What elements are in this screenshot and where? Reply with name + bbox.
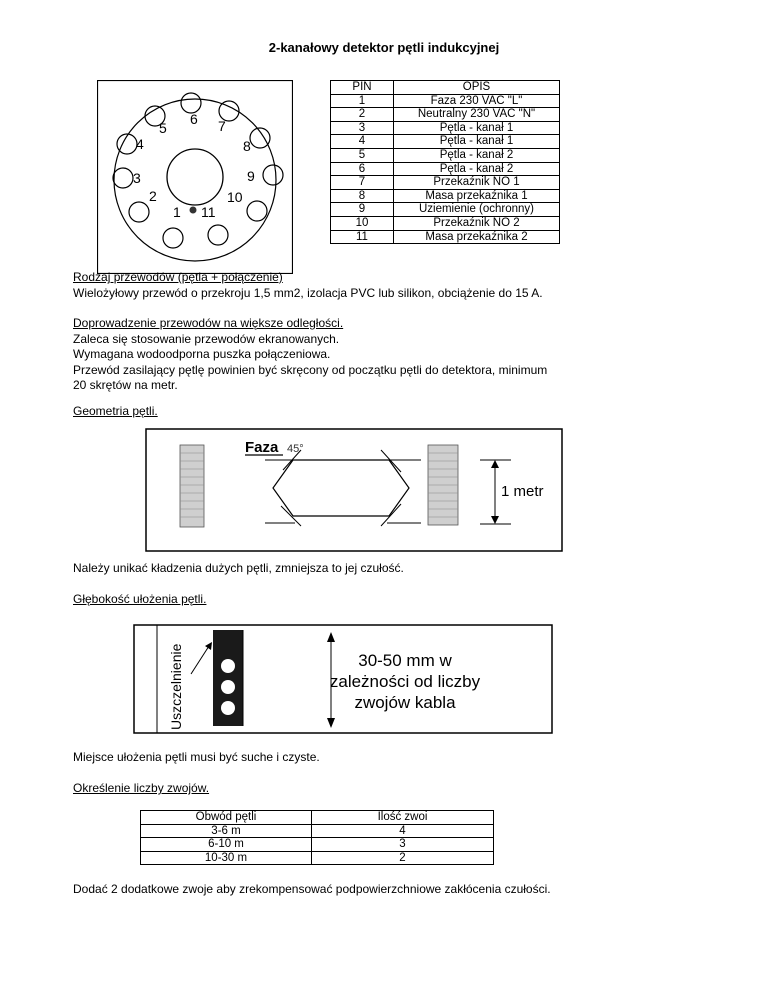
pin-number-11: 11	[201, 204, 216, 220]
pin-number-3: 3	[133, 170, 141, 186]
pin-description-cell: Przekaźnik NO 2	[394, 216, 560, 230]
pin-number-7: 7	[218, 118, 226, 134]
section-long-distance	[73, 316, 547, 394]
pin-number-cell: 2	[331, 108, 394, 122]
pin-description-cell: Pętla - kanał 2	[394, 162, 560, 176]
turns-table-row	[141, 824, 494, 838]
pin-number-6: 6	[190, 111, 198, 127]
pin-number-cell: 7	[331, 176, 394, 190]
pin-table-row	[331, 148, 560, 162]
pin-table-row	[331, 203, 560, 217]
depth-label-line-3: zwojów kabla	[354, 693, 456, 712]
pin-table-header	[331, 81, 560, 95]
geometry-note: Należy unikać kładzenia dużych pętli, zmniejsza to jej czułość.	[73, 561, 404, 575]
pin-description-cell: Pętla - kanał 1	[394, 135, 560, 149]
pin-table-row	[331, 94, 560, 108]
long-line-4: 20 skrętów na metr.	[73, 378, 178, 392]
page-title: 2-kanałowy detektor pętli indukcyjnej	[268, 40, 500, 55]
pin-table-row	[331, 121, 560, 135]
socket-pin-diagram	[97, 80, 293, 274]
seal-label: Uszczelnienie	[168, 643, 184, 730]
turns-header-count: Ilość zwoi	[312, 811, 494, 825]
long-line-2: Wymagana wodoodporna puszka połączeniowa.	[73, 347, 331, 361]
pin-number-cell: 5	[331, 148, 394, 162]
long-heading: Doprowadzenie przewodów na większe odległości.	[73, 316, 344, 330]
pin-table-row	[331, 135, 560, 149]
pin-number-cell: 9	[331, 203, 394, 217]
pin-number-1: 1	[173, 204, 181, 220]
pin-number-cell: 1	[331, 94, 394, 108]
circumference-cell: 3-6 m	[141, 824, 312, 838]
turns-table-row	[141, 851, 494, 865]
circumference-cell: 6-10 m	[141, 838, 312, 852]
pin-number-9: 9	[247, 168, 255, 184]
pin-header-opis: OPIS	[394, 81, 560, 95]
geometry-frame	[146, 429, 562, 551]
pin-table-row	[331, 162, 560, 176]
depth-note: Miejsce ułożenia pętli musi być suche i czyste.	[73, 750, 320, 764]
pin-number-8: 8	[243, 138, 251, 154]
section-wires	[73, 270, 543, 301]
turn-count-cell: 3	[312, 838, 494, 852]
turns-table-header	[141, 811, 494, 825]
socket-key	[190, 207, 197, 214]
pin-description-cell: Faza 230 VAC "L"	[394, 94, 560, 108]
cable-1	[221, 659, 235, 673]
pin-table-row	[331, 230, 560, 244]
pin-number-4: 4	[136, 136, 144, 152]
turns-table	[140, 810, 494, 865]
dimension-label: 1 metr	[501, 483, 544, 500]
pin-number-cell: 11	[331, 230, 394, 244]
pin-number-cell: 4	[331, 135, 394, 149]
pin-number-cell: 8	[331, 189, 394, 203]
depth-heading: Głębokość ułożenia pętli.	[73, 592, 207, 606]
pin-description-cell: Masa przekaźnika 2	[394, 230, 560, 244]
loop-geometry-figure	[145, 428, 563, 552]
depth-label-line-2: zależności od liczby	[329, 672, 481, 691]
left-road-strip	[180, 445, 204, 527]
pin-description-cell: Pętla - kanał 2	[394, 148, 560, 162]
turns-heading: Określenie liczby zwojów.	[73, 781, 210, 795]
turn-count-cell: 2	[312, 851, 494, 865]
loop-depth-figure	[133, 624, 553, 734]
cable-2	[221, 680, 235, 694]
right-road-strip	[428, 445, 458, 525]
long-line-3: Przewód zasilający pętlę powinien być skręcony od początku pętli do detektora, minimum	[73, 362, 548, 377]
turn-count-cell: 4	[312, 824, 494, 838]
pin-description-cell: Neutralny 230 VAC "N"	[394, 108, 560, 122]
turns-note: Dodać 2 dodatkowe zwoje aby zrekompensować podpowierzchniowe zakłócenia czułości.	[73, 882, 551, 896]
pin-table	[330, 80, 560, 244]
geometry-heading: Geometria pętli.	[73, 404, 158, 418]
pin-description-cell: Masa przekaźnika 1	[394, 189, 560, 203]
turns-table-row	[141, 838, 494, 852]
pin-table-row	[331, 108, 560, 122]
pin-number-10: 10	[227, 189, 243, 205]
long-line-1: Zaleca się stosowanie przewodów ekranowanych.	[73, 331, 340, 346]
wires-text: Wielożyłowy przewód o przekroju 1,5 mm2, izolacja PVC lub silikon, obciążenie do 15 A.	[73, 285, 543, 300]
pin-header-pin: PIN	[331, 81, 394, 95]
pin-number-2: 2	[149, 188, 157, 204]
depth-label-line-1: 30-50 mm w	[358, 651, 452, 670]
pin-table-row	[331, 189, 560, 203]
pin-description-cell: Uziemienie (ochronny)	[394, 203, 560, 217]
pin-table-row	[331, 216, 560, 230]
pin-description-cell: Przekaźnik NO 1	[394, 176, 560, 190]
angle-label: 45°	[287, 443, 304, 455]
circumference-cell: 10-30 m	[141, 851, 312, 865]
faza-label: Faza	[245, 439, 279, 456]
wires-heading: Rodzaj przewodów (pętla + połączenie)	[73, 270, 283, 284]
pin-number-cell: 6	[331, 162, 394, 176]
pin-description-cell: Pętla - kanał 1	[394, 121, 560, 135]
pin-number-cell: 3	[331, 121, 394, 135]
pin-table-row	[331, 176, 560, 190]
turns-header-circumference: Obwód pętli	[141, 811, 312, 825]
pin-number-5: 5	[159, 120, 167, 136]
cable-3	[221, 701, 235, 715]
pin-number-cell: 10	[331, 216, 394, 230]
